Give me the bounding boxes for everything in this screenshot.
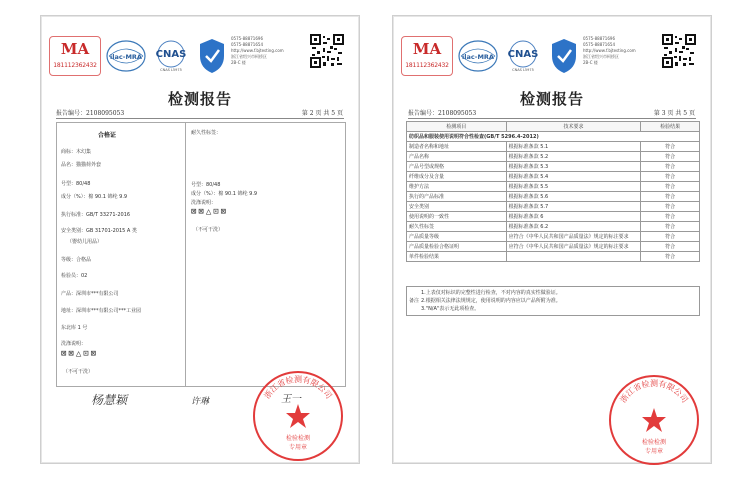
- label-line: 产品：深圳市***有限公司: [61, 291, 119, 297]
- care-symbols-icon: ⊠⊠△⊡⊠: [61, 349, 99, 359]
- table-row: [407, 152, 700, 162]
- durable-label-title: 耐久性标签：: [191, 130, 222, 136]
- note-line: 1.上表仅对标识的完整性进行检查，不对内容的真实性做验证。: [421, 290, 561, 296]
- requirement-cell: 应符合《中华人民共和国产品质量法》规定的标注要求: [506, 242, 641, 252]
- item-cell: 产品号型或规格: [407, 162, 507, 172]
- test-results-table: [406, 121, 700, 262]
- report-number: 报告编号：2108095053: [56, 110, 125, 117]
- cnas-logo: [501, 38, 545, 74]
- result-cell: 符合: [641, 242, 700, 252]
- requirement-cell: 根据标准条款 5.4: [506, 172, 641, 182]
- ma-logo: MA 181112362432: [401, 36, 453, 76]
- page-number: 第 2 页 共 5 页: [301, 110, 343, 117]
- requirement-cell: 根据标准条款 5.5: [506, 182, 641, 192]
- label-line: 商标：木幻集: [61, 149, 92, 155]
- label-line: 执行标准：GB/T 33271-2016: [61, 212, 131, 218]
- label-line: 东北库 1 号: [61, 325, 88, 331]
- table-header-row: [407, 122, 700, 132]
- result-cell: 符合: [641, 222, 700, 232]
- result-cell: 符合: [641, 202, 700, 212]
- svg-text:专用章: 专用章: [288, 444, 308, 451]
- table-row: [407, 162, 700, 172]
- svg-text:检验检测: 检验检测: [285, 435, 311, 442]
- requirement-cell: 根据标准条款 6: [506, 212, 641, 222]
- note-line: 3."N/A"表示无此项检查。: [421, 306, 480, 312]
- section-title: 纺织品和服装使用说明符合性检查(GB/T 5296.4-2012): [407, 132, 700, 142]
- label-line: 号型：80/48: [61, 181, 91, 187]
- label-line: 成分（%）：棉 90.1 锦纶 9.9: [191, 191, 258, 197]
- item-cell: 执行的产品标准: [407, 192, 507, 202]
- item-cell: 安全类别: [407, 202, 507, 212]
- report-number: 报告编号：2108095053: [408, 110, 477, 117]
- table-row: [407, 142, 700, 152]
- label-line: （不可干洗）: [193, 227, 224, 233]
- requirement-cell: 根据标准条款 5.6: [506, 192, 641, 202]
- notes-box: [406, 286, 700, 316]
- requirement-cell: [506, 252, 641, 262]
- result-cell: 符合: [641, 152, 700, 162]
- item-cell: 耐久性标签: [407, 222, 507, 232]
- qr-code-icon: [662, 34, 696, 68]
- svg-text:ilac-MRA: ilac-MRA: [462, 53, 494, 61]
- item-cell: 产品质量等级: [407, 232, 507, 242]
- svg-text:CNAS: CNAS: [507, 49, 539, 60]
- table-row: [407, 252, 700, 262]
- notes-label: 备注: [409, 298, 420, 304]
- item-cell: 维护方法: [407, 182, 507, 192]
- svg-text:ilac-MRA: ilac-MRA: [110, 53, 142, 61]
- requirement-cell: 根据标准条款 5.1: [506, 142, 641, 152]
- label-line: 检验员：02: [61, 273, 88, 279]
- svg-text:CNAS L5975: CNAS L5975: [160, 68, 182, 72]
- label-line: 洗涤说明：: [61, 341, 87, 347]
- label-line: 品名：猫猫荷外套: [61, 162, 102, 168]
- certificate-title: 合格证: [97, 132, 116, 139]
- result-cell: 符合: [641, 182, 700, 192]
- signature-tester: 王一: [281, 394, 301, 405]
- official-seal-icon: [606, 372, 702, 468]
- result-cell: 符合: [641, 172, 700, 182]
- requirement-cell: 根据标准条款 6.2: [506, 222, 641, 232]
- page-number: 第 3 页 共 5 页: [653, 110, 695, 117]
- report-title: 检测报告: [519, 90, 584, 108]
- header-rule: [56, 118, 344, 119]
- requirement-cell: 应符合《中华人民共和国产品质量法》规定的标注要求: [506, 232, 641, 242]
- table-row: [407, 172, 700, 182]
- shield-icon: [197, 36, 227, 76]
- item-cell: 使用说明的一致性: [407, 212, 507, 222]
- qr-code-icon: [310, 34, 344, 68]
- item-cell: 产品名称: [407, 152, 507, 162]
- label-box: [56, 122, 346, 387]
- table-section-row: [407, 132, 700, 142]
- table-row: [407, 202, 700, 212]
- item-cell: 单件检验结果: [407, 252, 507, 262]
- official-seal-icon: [250, 368, 346, 464]
- table-row: [407, 182, 700, 192]
- svg-text:浙江省检测有限公司: 浙江省检测有限公司: [618, 378, 690, 405]
- label-line: 安全类别：GB 31701-2015 A 类: [61, 228, 137, 234]
- requirement-cell: 根据标准条款 5.3: [506, 162, 641, 172]
- signature-reviewer: 许琳: [191, 397, 210, 407]
- column-header: 检验结果: [641, 122, 700, 132]
- result-cell: 符合: [641, 232, 700, 242]
- result-cell: 符合: [641, 142, 700, 152]
- note-line: 2.根据相关法律法规规定，使用说明的内容应以产品所附为准。: [421, 298, 561, 304]
- label-line: 成分（%）：棉 90.1 锦纶 9.9: [61, 194, 128, 200]
- label-line: 等级：合格品: [61, 257, 92, 263]
- requirement-cell: 根据标准条款 5.2: [506, 152, 641, 162]
- column-header: 检测项目: [407, 122, 507, 132]
- label-line: 地址：深圳市***有限公司***工业园: [61, 308, 142, 314]
- cnas-logo: [149, 38, 193, 74]
- ilac-mra-logo: [105, 38, 147, 74]
- label-line: （婴幼儿用品）: [67, 239, 103, 245]
- header-rule: [408, 118, 696, 119]
- svg-text:浙江省检测有限公司: 浙江省检测有限公司: [262, 374, 334, 401]
- report-title: 检测报告: [167, 90, 232, 108]
- item-cell: 纤维成分及含量: [407, 172, 507, 182]
- signature-approver: 杨慧颖: [91, 393, 128, 407]
- svg-text:检验检测: 检验检测: [641, 439, 667, 446]
- svg-text:CNAS L5975: CNAS L5975: [512, 68, 534, 72]
- label-line: （不可干洗）: [63, 369, 94, 375]
- result-cell: 符合: [641, 192, 700, 202]
- care-symbols-icon: ⊠⊠△⊡⊠: [191, 207, 229, 217]
- table-row: [407, 192, 700, 202]
- ma-logo: MA 181112362432: [49, 36, 101, 76]
- table-row: [407, 242, 700, 252]
- svg-text:CNAS: CNAS: [155, 49, 187, 60]
- contact-info: 0575-88871696 0575-88871654 http://www.f.bjtesting.com 浙江省绍兴市柯桥区 2B-C 楼: [231, 36, 284, 65]
- result-cell: 符合: [641, 162, 700, 172]
- table-row: [407, 222, 700, 232]
- table-row: [407, 232, 700, 242]
- ilac-mra-logo: [457, 38, 499, 74]
- result-cell: 符合: [641, 252, 700, 262]
- label-line: 洗涤说明：: [191, 200, 217, 206]
- contact-info: 0575-88871696 0575-88871654 http://www.f.bjtesting.com 浙江省绍兴市柯桥区 2B-C 楼: [583, 36, 636, 65]
- shield-icon: [549, 36, 579, 76]
- label-line: 号型：80/48: [191, 182, 221, 188]
- requirement-cell: 根据标准条款 5.7: [506, 202, 641, 212]
- result-cell: 符合: [641, 212, 700, 222]
- item-cell: 制造者名称和地址: [407, 142, 507, 152]
- item-cell: 产品质量检验合格证明: [407, 242, 507, 252]
- svg-text:专用章: 专用章: [644, 448, 664, 455]
- column-header: 技术要求: [506, 122, 641, 132]
- column-divider: [185, 123, 186, 386]
- table-row: [407, 212, 700, 222]
